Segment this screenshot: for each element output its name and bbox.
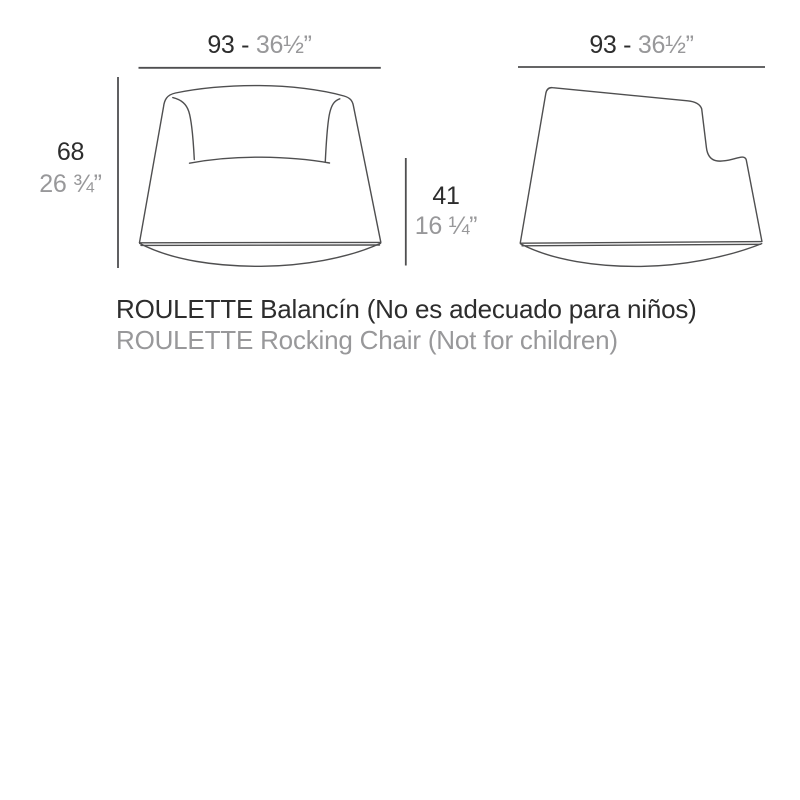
front-outer-outline [140,86,381,243]
side-width-label [518,31,765,60]
side-rocker-curve [521,244,762,267]
overall-height-inches: 26 ¾” [39,170,102,198]
front-width-cm: 93 - [207,31,250,59]
product-caption [116,294,697,356]
side-base-edge-top [520,242,762,244]
side-width-inches: 36½” [637,31,694,59]
overall-height-cm: 68 [56,138,85,166]
overall-height-label [28,136,113,200]
seat-height-label [406,181,486,241]
caption-spanish: ROULETTE Balancín (No es adecuado para niños) [116,294,697,324]
side-view-drawing [520,88,762,267]
seat-height-cm: 41 [432,182,460,210]
caption-english: ROULETTE Rocking Chair (Not for children) [116,325,618,355]
front-rocker-curve [140,243,381,266]
side-width-cm: 93 - [589,31,632,59]
front-width-label [138,31,381,60]
front-seat-line [190,157,330,163]
side-outer-outline [520,88,762,243]
seat-height-inches: 16 ¼” [414,212,478,240]
front-inner-left-arm [173,98,195,160]
front-width-inches: 36½” [255,31,312,59]
front-inner-right-arm [325,99,340,162]
side-base-edge-bottom [522,244,761,246]
front-view-drawing [140,86,381,267]
